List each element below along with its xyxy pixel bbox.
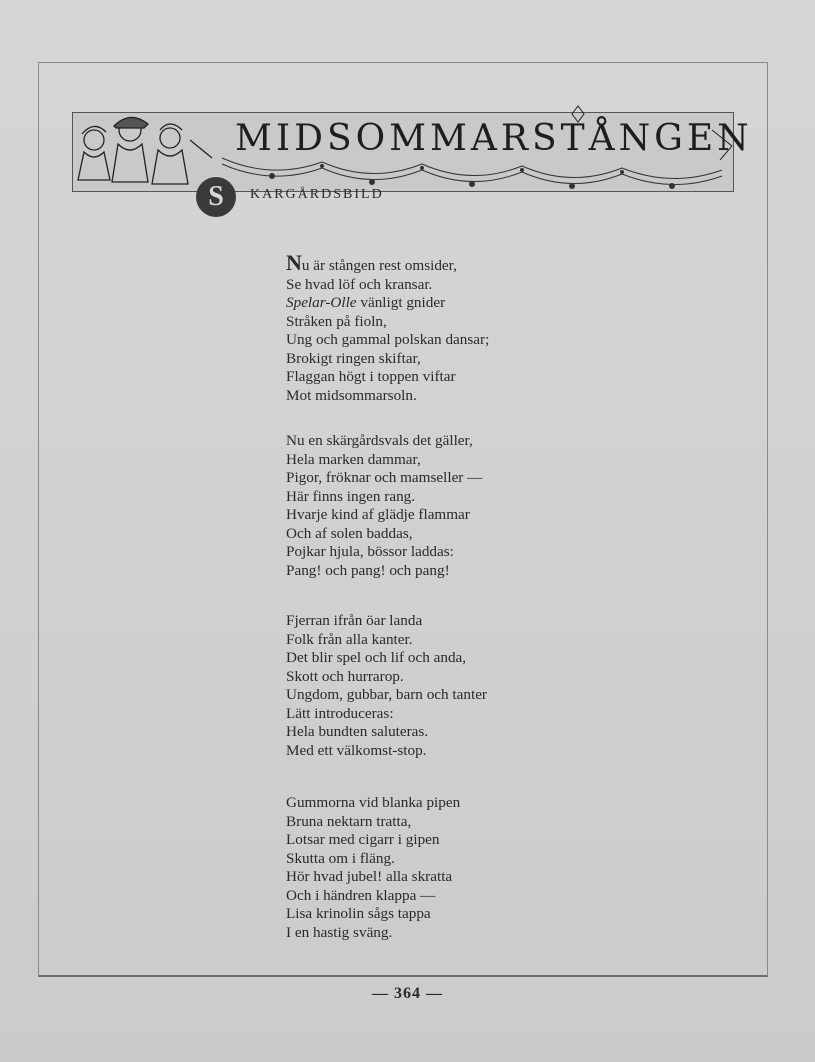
verse-line: Gummorna vid blanka pipen [286,794,461,811]
verse-line: Hvarje kind af glädje flammar [286,506,470,523]
stanza-4 [286,794,460,942]
verse-line: Lisa krinolin sågs tappa [286,905,431,922]
verse-line: Skutta om i fläng. [286,849,395,867]
verse-line: Det blir spel och lif och anda, [286,649,467,666]
verse-line: Pigor, fröknar och mamseller — [286,469,483,486]
verse-line: Se hvad löf och kransar. [286,275,433,293]
verse-line: Stråken på fioln, [286,312,387,330]
stanza-3 [286,612,487,760]
page-number: — 364 — [372,985,443,1002]
header-caption: KARGÅRDSBILD [250,187,384,202]
stanza-2 [286,432,482,580]
drop-cap: N [286,250,302,275]
character-name: Spelar-Olle [286,294,357,311]
verse-line: Lotsar med cigarr i gipen [286,831,440,848]
stanza-1 [286,250,490,405]
verse-line: Bruna nektarn tratta, [286,812,412,830]
decorative-initial: S [196,177,236,217]
verse-line: Med ett välkomst-stop. [286,741,427,759]
verse-line: Och i händren klappa — [286,886,436,904]
verse-line: Nu är stången rest omsider, [286,250,457,275]
verse-line: I en hastig sväng. [286,923,393,941]
verse-line: Ungdom, gubbar, barn och tanter [286,686,487,703]
verse-line: Pang! och pang! och pang! [286,561,450,579]
verse-line: Skott och hurrarop. [286,667,404,685]
verse-line: Folk från alla kanter. [286,630,413,648]
verse-line: Ung och gammal polskan dansar; [286,331,490,348]
verse-line: Flaggan högt i toppen viftar [286,368,456,385]
verse-line: Fjerran ifrån öar landa [286,612,423,629]
verse-line: Hör hvad jubel! alla skratta [286,868,453,885]
verse-line: Brokigt ringen skiftar, [286,349,421,367]
verse-line: Hela marken dammar, [286,450,421,468]
verse-line: Spelar-Olle vänligt gnider [286,294,446,311]
verse-line: Hela bundten saluteras. [286,723,429,740]
verse-line: Här finns ingen rang. [286,487,416,505]
verse-line: Mot midsommarsoln. [286,386,417,404]
verse-line: Och af solen baddas, [286,524,413,542]
verse-line: Pojkar hjula, bössor laddas: [286,543,454,560]
verse-line: Nu en skärgårdsvals det gäller, [286,432,473,449]
header-title: MIDSOMMARSTÅNGEN [235,118,753,159]
verse-line: Lätt introduceras: [286,704,394,722]
